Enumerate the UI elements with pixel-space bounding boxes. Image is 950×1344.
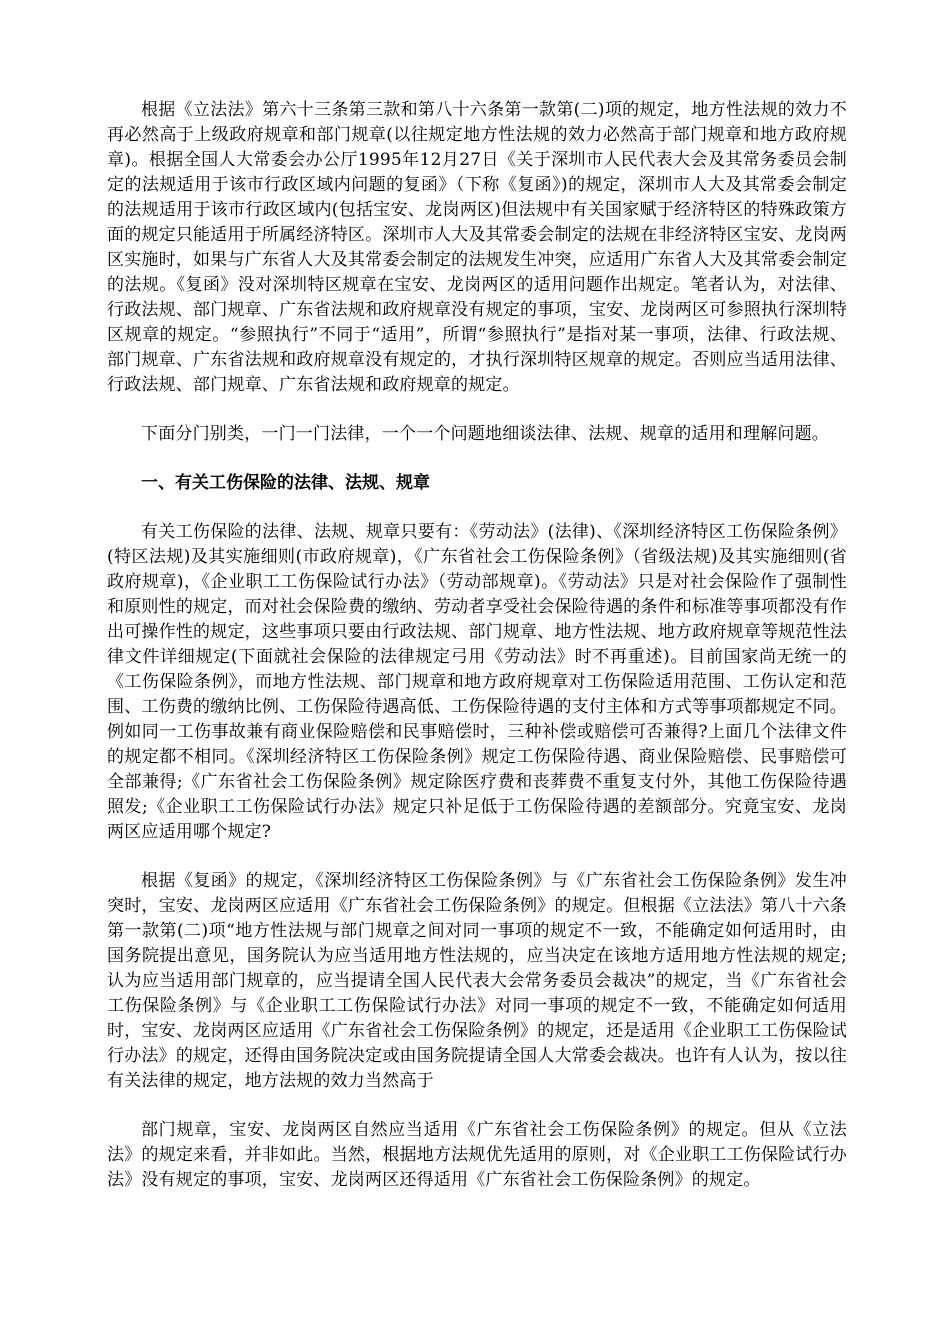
paragraph-work-injury-laws: 有关工伤保险的法律、法规、规章只要有：《劳动法》(法律)、《深圳经济特区工伤保险条例》(特区法规)及其实施细则(市政府规章)，《广东省社会工伤保险条例》（省级法规)及其实施细则(省政府规章)，《企业职工工伤保险试行办法》（劳动部规章)。《劳动法》只是对社会保险作了强制性和原则性的规定，而对社会保险费的缴纳、劳动者享受社会保险待遇的条件和标准等事项都没有作出可操作性的规定，这些事项只要由行政法规、部门规章、地方性法规、地方政府规章等规范性法律文件详细规定(下面就社会保险的法律规定弓用《劳动法》时不再重述)。目前国家尚无统一的《工伤保险条例》，而地方性法规、部门规章和地方政府规章对工伤保险适用范围、工伤认定和范围、工伤费的缴纳比例、工伤保险待遇高低、工伤保险待遇的支付主体和方式等事项都规定不同。例如同一工伤事故兼有商业保险赔偿和民事赔偿时，三种补偿或赔偿可否兼得?上面几个法律文件的规定都不相同。《深圳经济特区工伤保险条例》规定工伤保险待遇、商业保险赔偿、民事赔偿可全部兼得;《广东省社会工伤保险条例》规定除医疗费和丧葬费不重复支付外，其他工伤保险待遇照发;《企业职工工伤保险试行办法》规定只补足低于工伤保险待遇的差额部分。究竟宝安、龙岗两区应适用哪个规定? [107, 522, 847, 842]
paragraph-legislation-law: 根据《立法法》第六十三条第三款和第八十六条第一款第(二)项的规定，地方性法规的效力不再必然高于上级政府规章和部门规章(以往规定地方性法规的效力必然高于部门规章和地方政府规章)。根据全国人大常委会办公厅1995年12月27日《关于深圳市人民代表大会及其常务委员会制定的法规适用于该市行政区域内问题的复函》（下称《复函》)的规定，深圳市人大及其常委会制定的法规适用于该市行政区域内(包括宝安、龙岗两区)但法规中有关国家赋于经济特区的特殊政策方面的规定只能适用于所属经济特区。深圳市人大及其常委会制定的法规在非经济特区宝安、龙岗两区实施时，如果与广东省人大及其常委会制定的法规发生冲突，应适用广东省人大及其常委会制定的法规。《复函》没对深圳特区规章在宝安、龙岗两区的适用问题作出规定。笔者认为，对法律、行政法规、部门规章、广东省法规和政府规章没有规定的事项，宝安、龙岗两区可参照执行深圳特区规章的规定。“参照执行”不同于“适用”，所谓“参照执行”是指对某一事项，法律、行政法规、部门规章、广东省法规和政府规章没有规定的，才执行深圳特区规章的规定。否则应当适用法律、行政法规、部门规章、广东省法规和政府规章的规定。 [107, 100, 847, 395]
paragraph-introduction: 下面分门别类，一门一门法律，一个一个问题地细谈法律、法规、规章的适用和理解问题。 [141, 424, 829, 444]
section-heading-work-injury: 一、有关工伤保险的法律、法规、规章 [141, 473, 430, 493]
document-page [107, 98, 847, 1217]
paragraph-conclusion: 部门规章，宝安、龙岗两区自然应当适用《广东省社会工伤保险条例》的规定。但从《立法法》的规定来看，并非如此。当然，根据地方法规优先适用的原则，对《企业职工工伤保险试行办法》没有规定的事项，宝安、龙岗两区还得适用《广东省社会工伤保险条例》的规定。 [107, 1120, 847, 1190]
paragraph-reply-letter: 根据《复函》的规定，《深圳经济特区工伤保险条例》与《广东省社会工伤保险条例》发生冲突时，宝安、龙岗两区应适用《广东省社会工伤保险条例》的规定。但根据《立法法》第八十六条第一款第(二)项“地方性法规与部门规章之间对同一事项的规定不一致，不能确定如何适用时，由国务院提出意见，国务院认为应当适用地方性法规的，应当决定在该地方适用地方性法规的规定;认为应当适用部门规章的，应当提请全国人民代表大会常务委员会裁决”的规定，当《广东省社会工伤保险条例》与《企业职工工伤保险试行办法》对同一事项的规定不一致，不能确定如何适用时，宝安、龙岗两区应适用《广东省社会工伤保险条例》的规定，还是适用《企业职工工伤保险试行办法》的规定，还得由国务院决定或由国务院提请全国人大常委会裁决。也许有人认为，按以往有关法律的规定，地方法规的效力当然高于 [107, 871, 847, 1091]
